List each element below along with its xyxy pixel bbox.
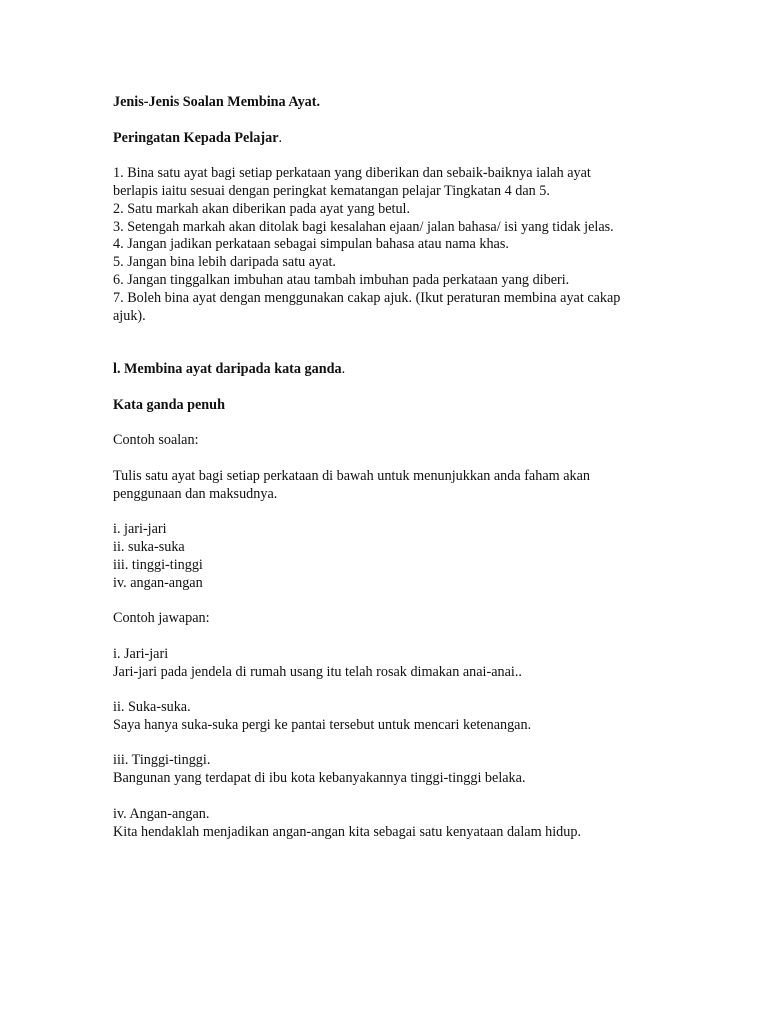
section-heading [113,361,658,379]
answer-sentence: Jari-jari pada jendela di rumah usang itu telah rosak dimakan anai-anai.. [113,663,522,680]
warning-heading-text: Peringatan Kepada Pelajar [113,129,279,146]
warning-heading [113,130,658,148]
rule-line: 2. Satu markah akan diberikan pada ayat yang betul. [113,200,411,217]
answer-block [113,806,658,842]
answer-label: Contoh jawapan: [113,610,210,627]
rule-line: ajuk). [113,307,146,324]
instruction-line: Tulis satu ayat bagi setiap perkataan di bawah untuk menunjukkan anda faham akan [113,467,590,484]
section-heading-period: . [341,360,346,377]
subheading: Kata ganda penuh [113,396,225,413]
answer-item-label: ii. Suka-suka. [113,699,191,716]
warning-heading-period: . [278,129,283,146]
rule-line: 1. Bina satu ayat bagi setiap perkataan yang diberikan dan sebaik-baiknya ialah ayat [113,165,591,182]
answer-sentence: Kita hendaklah menjadikan angan-angan kita sebagai satu kenyataan dalam hidup. [113,823,582,840]
question-item: iii. tinggi-tinggi [113,556,203,573]
answer-sentence: Bangunan yang terdapat di ibu kota kebanyakannya tinggi-tinggi belaka. [113,770,526,787]
question-item: iv. angan-angan [113,574,203,591]
question-list [113,521,658,592]
rule-line: 5. Jangan bina lebih daripada satu ayat. [113,254,336,271]
question-label: Contoh soalan: [113,432,199,449]
rule-line: 7. Boleh bina ayat dengan menggunakan cakap ajuk. (Ikut peraturan membina ayat cakap [113,289,621,306]
question-item: ii. suka-suka [113,538,185,555]
answer-item-label: i. Jari-jari [113,645,169,662]
rule-line: 6. Jangan tinggalkan imbuhan atau tambah imbuhan pada perkataan yang diberi. [113,271,570,288]
answer-item-label: iv. Angan-angan. [113,805,210,822]
document-title: Jenis-Jenis Soalan Membina Ayat. [113,94,321,110]
answer-block [113,646,658,682]
answer-sentence: Saya hanya suka-suka pergi ke pantai tersebut untuk mencari ketenangan. [113,716,532,733]
rule-line: 4. Jangan jadikan perkataan sebagai simpulan bahasa atau nama khas. [113,236,509,253]
section-heading-text: l. Membina ayat daripada kata ganda [113,360,342,377]
rules-list [113,165,658,325]
document-body [113,94,658,841]
answer-item-label: iii. Tinggi-tinggi. [113,752,211,769]
rule-line: berlapis iaitu sesuai dengan peringkat kematangan pelajar Tingkatan 4 dan 5. [113,182,550,199]
rule-line: 3. Setengah markah akan ditolak bagi kesalahan ejaan/ jalan bahasa/ isi yang tidak jelas. [113,218,614,235]
answer-block [113,752,658,788]
answer-block [113,699,658,735]
question-item: i. jari-jari [113,521,167,538]
instruction-line: penggunaan dan maksudnya. [113,485,278,502]
